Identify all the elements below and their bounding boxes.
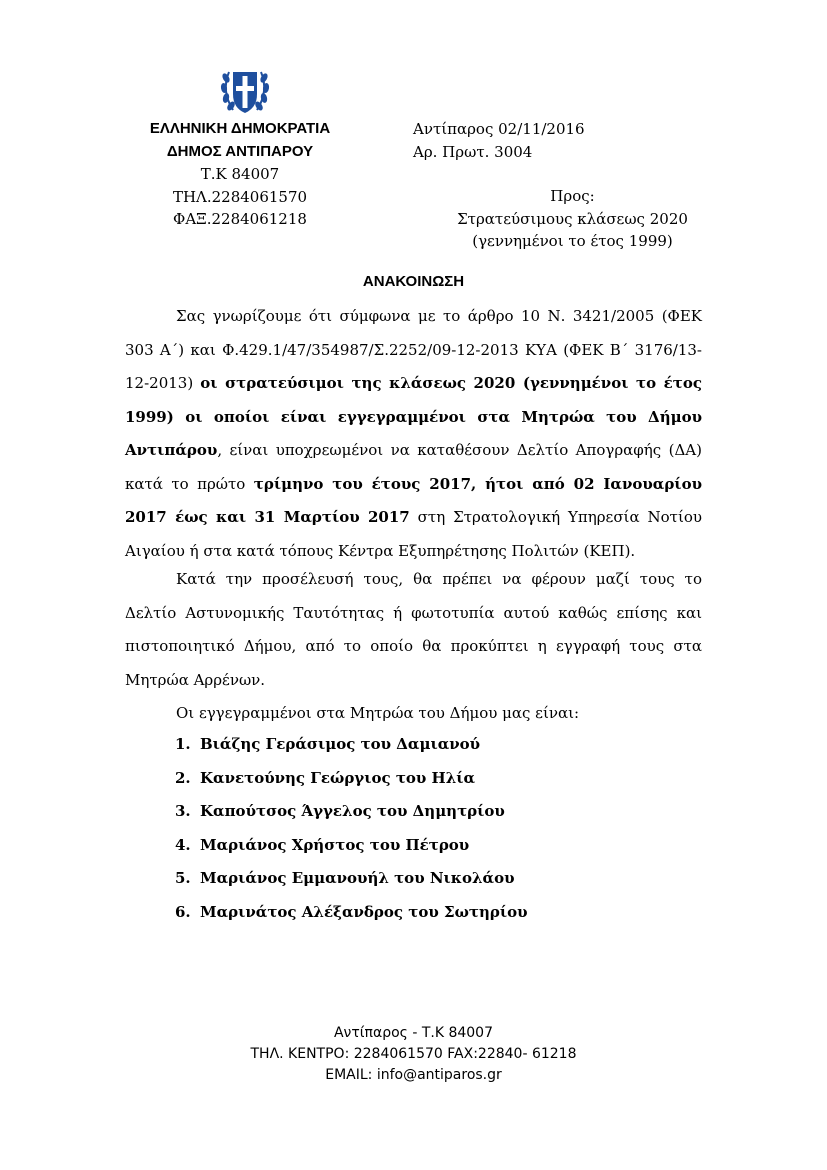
- paragraph-2: Κατά την προσέλευσή τους, θα πρέπει να φέρουν μαζί τους το Δελτίο Αστυνομικής Ταυτότητας ή φωτοτυπία αυτού καθώς επίσης και πιστοποιητικό Δήμου, από το οποίο θα προκύπτει η εγγραφή τους στα Μητρώα Αρρένων.: [125, 570, 702, 689]
- list-item: 6. Μαρινάτος Αλέξανδρος του Σωτηρίου: [175, 902, 528, 921]
- list-item: 2. Κανετούνης Γεώργιος του Ηλία: [175, 768, 476, 787]
- p1-part-a: Σας γνωρίζουμε ότι σύμφωνα με το άρθρο 10 Ν. 3421/2005 (ΦΕΚ 303 Α΄) και Φ.429.1/47/354987/Σ.2252/09-12-2013 ΚΥΑ (ΦΕΚ Β΄ 3176/13-12-2013): [125, 307, 702, 392]
- date-protocol-block: [413, 118, 585, 163]
- p1-part-b: οι στρατεύσιμοι της κλάσεως 2020 (γεννημένοι το έτος 1999) οι οποίοι είναι εγγεγραμμένοι στα Μητρώα του Δήμου Αντιπάρου: [125, 374, 702, 459]
- issuer-fax: ΦΑΞ.2284061218: [173, 210, 307, 228]
- footer-email: EMAIL: info@antiparos.gr: [325, 1067, 502, 1083]
- registered-list: [175, 728, 528, 929]
- footer-phone-fax: ΤΗΛ. ΚΕΝΤΡΟ: 2284061570 FAX:22840- 61218: [250, 1046, 577, 1062]
- recipient-line1: Στρατεύσιμους κλάσεως 2020: [457, 209, 688, 228]
- list-item: 3. Καπούτσος Άγγελος του Δημητρίου: [175, 802, 505, 820]
- recipient-label: Προς:: [550, 187, 595, 205]
- coat-of-arms-icon: [219, 64, 271, 118]
- recipient-line2: (γεννημένοι το έτος 1999): [472, 232, 673, 250]
- issuer-country: ΕΛΛΗΝΙΚΗ ΔΗΜΟΚΡΑΤΙΑ: [149, 120, 331, 137]
- paragraph-1: [125, 300, 702, 568]
- issuer-block: [120, 118, 360, 231]
- page-footer: [0, 1023, 827, 1086]
- p1-part-e: στη Στρατολογική Υπηρεσία Νοτίου Αιγαίου ή στα κατά τόπους Κέντρα Εξυπηρέτησης Πολιτών (ΚΕΠ).: [125, 508, 702, 560]
- protocol-number: Αρ. Πρωτ. 3004: [413, 142, 533, 161]
- list-item: 5. Μαριάνος Εμμανουήλ του Νικολάου: [175, 869, 515, 887]
- list-item: 1. Βιάζης Γεράσιμος του Δαμιανού: [175, 735, 481, 753]
- p1-part-d: τρίμηνο του έτους 2017, ήτοι από 02 Ιανουαρίου 2017 έως και 31 Μαρτίου 2017: [125, 474, 702, 526]
- issuer-phone: ΤΗΛ.2284061570: [172, 187, 308, 206]
- footer-address: Αντίπαρος - Τ.Κ 84007: [333, 1025, 493, 1041]
- list-item: 4. Μαριάνος Χρήστος του Πέτρου: [175, 835, 470, 854]
- p1-part-c: , είναι υποχρεωμένοι να καταθέσουν Δελτίο Απογραφής (ΔΑ) κατά το πρώτο: [125, 441, 702, 493]
- issuer-postcode: Τ.Κ 84007: [200, 165, 280, 183]
- document-title: ΑΝΑΚΟΙΝΩΣΗ: [362, 273, 465, 290]
- recipient-block: [430, 185, 715, 253]
- paragraph-3: Οι εγγεγραμμένοι στα Μητρώα του Δήμου μας είναι:: [176, 704, 580, 722]
- issuer-municipality: ΔΗΜΟΣ ΑΝΤΙΠΑΡΟΥ: [166, 142, 314, 160]
- document-date: Αντίπαρος 02/11/2016: [413, 120, 585, 138]
